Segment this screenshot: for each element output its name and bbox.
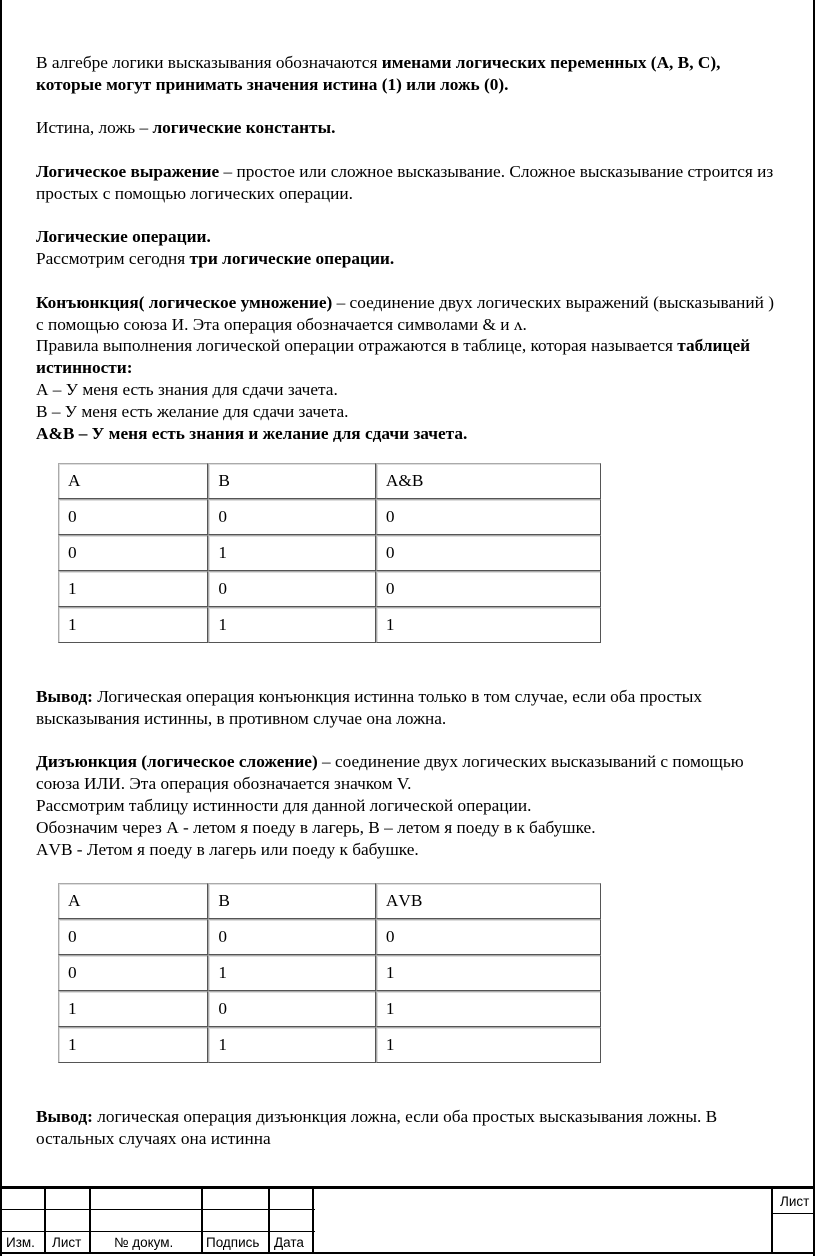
table-row	[58, 571, 601, 607]
stamp-date-label: Дата	[274, 1235, 304, 1250]
table-cell: 1	[208, 1027, 376, 1063]
stamp-divider	[268, 1189, 270, 1252]
table-cell: 0	[208, 499, 376, 535]
table-cell: 0	[58, 499, 208, 535]
disjunction-table-intro: Рассмотрим таблицу истинности для данной логической операции.	[36, 795, 532, 815]
conjunction-example-a: А – У меня есть знания для сдачи зачета.	[36, 379, 338, 399]
stamp-list-label: Лист	[52, 1235, 82, 1250]
stamp-doc-number-label: № докум.	[114, 1235, 174, 1250]
table-header-cell: В	[208, 883, 376, 919]
page-frame-right	[813, 0, 815, 1256]
stamp-sheet-line	[773, 1213, 813, 1214]
conjunction-conclusion: Вывод: Логическая операция конъюнкция истинна только в том случае, если оба простых высказывания истинны, в противном случае она ложна.	[36, 687, 703, 728]
stamp-divider	[89, 1189, 91, 1252]
table-cell: 1	[208, 607, 376, 643]
intro-paragraph: В алгебре логики высказывания обозначаются именами логических переменных (А, В, С), которые могут принимать значения истина (1) или ложь (0).	[36, 53, 721, 94]
stamp-signature-label: Подпись	[206, 1235, 260, 1250]
table-cell: 0	[58, 535, 208, 571]
table-header-cell: А	[58, 883, 208, 919]
table-cell: 1	[58, 991, 208, 1027]
disjunction-conclusion: Вывод: логическая операция дизъюнкция ложна, если оба простых высказывания ложны. В остальных случаях она истинна	[36, 1107, 718, 1148]
stamp-sheet-label: Лист	[780, 1194, 810, 1209]
table-row	[58, 1027, 601, 1063]
conjunction-example-b: В – У меня есть желание для сдачи зачета.	[36, 401, 349, 421]
table-cell: 0	[376, 919, 601, 955]
expression-paragraph: Логическое выражение – простое или сложное высказывание. Сложное высказывание строится из простых с помощью логических операции.	[36, 161, 774, 203]
stamp-divider	[312, 1189, 314, 1252]
table-row	[58, 919, 601, 955]
table-cell: 0	[58, 919, 208, 955]
table-header-cell: А&В	[376, 463, 601, 499]
table-cell: 0	[376, 535, 601, 571]
table-header-row	[58, 463, 601, 499]
conjunction-definition: Конъюнкция( логическое умножение) – соединение двух логических выражений (высказываний ) с помощью союза И. Эта операция обозначается символами & и ʌ.	[36, 292, 774, 334]
operations-heading: Логические операции.	[36, 227, 211, 247]
table-cell: 0	[208, 571, 376, 607]
constants-paragraph: Истина, ложь – логические константы.	[36, 118, 336, 138]
table-row	[58, 991, 601, 1027]
table-header-cell: В	[208, 463, 376, 499]
document-body	[36, 52, 776, 444]
disjunction-example-a-b: Обозначим через А - летом я поеду в лагерь, В – летом я поеду в к бабушке.	[36, 817, 596, 837]
table-cell: 1	[58, 1027, 208, 1063]
disjunction-truth-table	[58, 883, 601, 1063]
stamp-divider	[201, 1189, 203, 1252]
stamp-divider	[771, 1189, 773, 1252]
title-block-stamp	[2, 1186, 815, 1254]
table-cell: 1	[376, 607, 601, 643]
table-cell: 1	[208, 535, 376, 571]
stamp-row-line	[2, 1231, 315, 1232]
table-cell: 0	[376, 571, 601, 607]
table-row	[58, 607, 601, 643]
table-cell: 1	[208, 955, 376, 991]
table-cell: 0	[376, 499, 601, 535]
table-cell: 0	[208, 919, 376, 955]
table-cell: 1	[58, 571, 208, 607]
table-header-cell: АVВ	[376, 883, 601, 919]
stamp-row-line	[2, 1209, 315, 1210]
table-cell: 1	[58, 607, 208, 643]
table-cell: 1	[376, 1027, 601, 1063]
stamp-divider	[44, 1189, 46, 1252]
conjunction-truth-table	[58, 463, 601, 643]
table-cell: 1	[376, 955, 601, 991]
table-cell: 1	[376, 991, 601, 1027]
operations-intro: Рассмотрим сегодня три логические операции.	[36, 249, 395, 269]
table-row	[58, 499, 601, 535]
document-body-continued	[36, 686, 776, 860]
table-header-row	[58, 883, 601, 919]
table-row	[58, 955, 601, 991]
stamp-izm-label: Изм.	[6, 1235, 35, 1250]
document-body-end	[36, 1106, 776, 1150]
table-cell: 0	[58, 955, 208, 991]
truth-table-intro: Правила выполнения логической операции отражаются в таблице, которая называется таблицей истинности:	[36, 336, 751, 378]
conjunction-example-ab: А&В – У меня есть знания и желание для сдачи зачета.	[36, 423, 468, 443]
table-cell: 0	[208, 991, 376, 1027]
disjunction-example-avb: АVВ - Летом я поеду в лагерь или поеду к бабушке.	[36, 839, 419, 859]
table-header-cell: А	[58, 463, 208, 499]
disjunction-definition: Дизъюнкция (логическое сложение) – соединение двух логических высказываний с помощью союза ИЛИ. Эта операция обозначается значком V.	[36, 752, 744, 794]
table-row	[58, 535, 601, 571]
page-frame-left	[0, 0, 2, 1256]
